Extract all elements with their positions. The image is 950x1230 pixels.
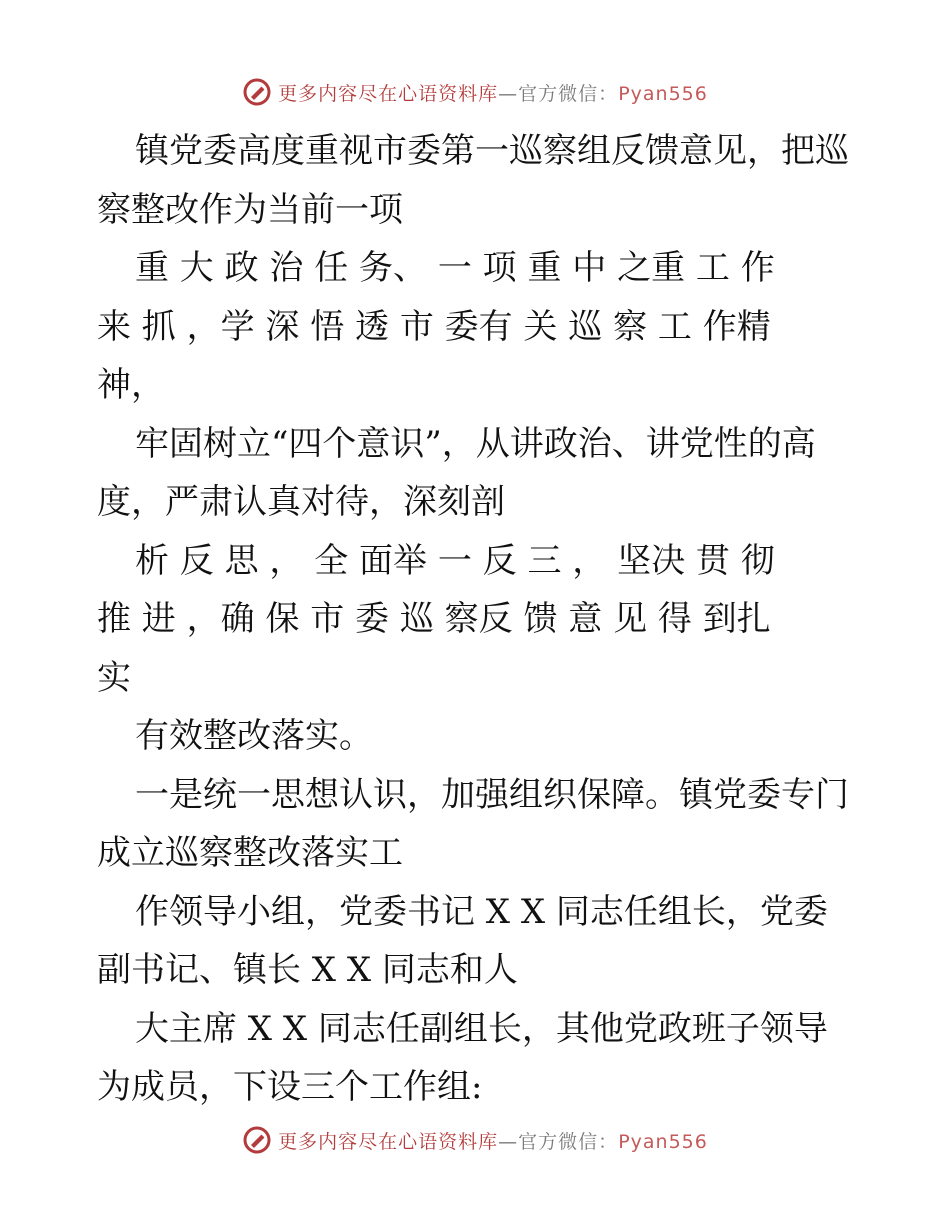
text-line: 度，严肃认真对待，深刻剖	[97, 482, 505, 522]
text-line: 为成员，下设三个工作组:	[97, 1067, 483, 1107]
text-line: 来 抓 ，学 深 悟 透 市 委有 关 巡 察 工 作精	[97, 306, 771, 347]
text-line: 镇党委高度重视市委第一巡察组反馈意见，把巡	[135, 131, 849, 171]
text-line: 察整改作为当前一项	[97, 189, 403, 230]
logo-icon	[242, 77, 272, 107]
footer-banner	[0, 1120, 950, 1160]
banner-text: 更多内容尽在心语资料库—官方微信：Pyan556	[278, 1130, 708, 1153]
text-line: 神，	[97, 365, 165, 405]
text-line: 推 进 ，确 保 市 委 巡 察反 馈 意 见 得 到扎	[97, 599, 771, 639]
text-line: 析 反 思 ， 全 面举 一 反 三 ， 坚决 贯 彻	[135, 540, 775, 581]
text-line: 作领导小组，党委书记 X X 同志任组长，党委	[135, 891, 828, 932]
text-line: 牢固树立“四个意识”，从讲政治、讲党性的高	[135, 423, 816, 464]
text-line: 大主席 X X 同志任副组长，其他党政班子领导	[135, 1008, 828, 1049]
text-line: 有效整改落实。	[135, 716, 373, 756]
text-line: 实	[97, 657, 131, 698]
banner-text: 更多内容尽在心语资料库—官方微信：Pyan556	[278, 82, 708, 105]
header-banner	[0, 72, 950, 112]
document-body	[97, 122, 849, 1117]
text-line: 成立巡察整改落实工	[97, 833, 403, 873]
text-line: 一是统一思想认识，加强组织保障。镇党委专门	[135, 774, 849, 815]
logo-icon	[242, 1125, 272, 1155]
text-line: 重 大 政 治 任 务、 一 项 重 中 之重 工 作	[135, 248, 775, 288]
text-line: 副书记、镇长 X X 同志和人	[97, 950, 518, 990]
